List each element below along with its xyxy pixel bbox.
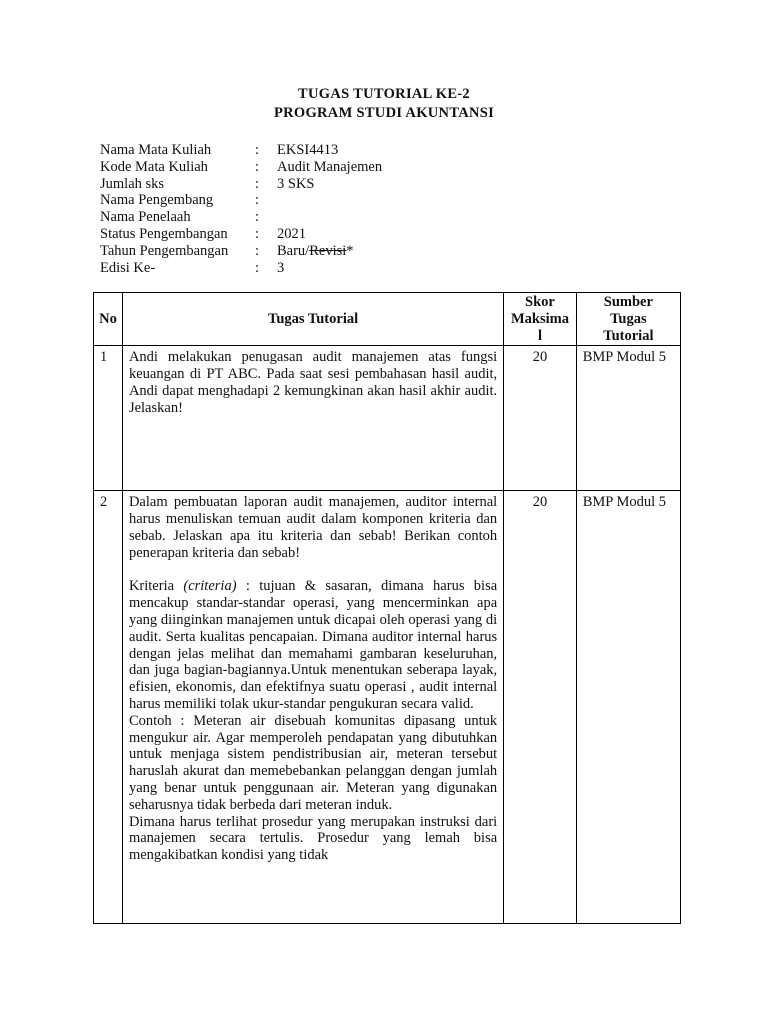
header-skor-line: Maksima [510, 310, 569, 327]
task-cell [122, 491, 503, 924]
info-label: Tahun Pengembangan [100, 242, 229, 259]
info-value: 3 [277, 259, 285, 276]
task-source: BMP Modul 5 [576, 346, 680, 491]
info-value: EKSI4413 [277, 142, 339, 158]
task-source: BMP Modul 5 [576, 491, 680, 924]
table-row [94, 491, 681, 924]
task-cell [122, 346, 503, 491]
info-value: Audit Manajemen [277, 158, 383, 175]
document-title: TUGAS TUTORIAL KE-2 [298, 86, 470, 102]
answer-procedure: Dimana harus terlihat prosedur yang merupakan instruksi dari manajemen secara tertulis. Prosedur yang lemah bisa mengakibatkan kondisi yang tidak [128, 813, 498, 864]
task-question: Andi melakukan penugasan audit manajemen atas fungsi keuangan di PT ABC. Pada saat sesi pembahasan hasil audit, Andi dapat menghadapi 2 kemungkinan akan hasil akhir audit. Jelaskan! [128, 349, 498, 416]
row-number: 2 [94, 491, 123, 924]
info-label: Nama Mata Kuliah [100, 142, 212, 158]
info-colon: : [255, 209, 260, 226]
table-row [94, 346, 681, 491]
header-skor [504, 293, 577, 346]
info-colon: : [255, 192, 260, 209]
info-label: Nama Pengembang [100, 192, 214, 209]
task-question: Dalam pembuatan laporan audit manajemen, auditor internal harus menuliskan temuan audit dalam komponen kriteria dan sebab. Jelaskan apa itu kriteria dan sebab! Berikan contoh penerapan kriteria dan sebab! [128, 494, 498, 561]
info-row-edition [100, 260, 577, 277]
info-value [277, 243, 577, 260]
info-row-status [100, 226, 577, 243]
info-row-year [100, 243, 577, 260]
info-colon: : [255, 242, 260, 259]
tutorial-table [93, 292, 681, 924]
info-label: Kode Mata Kuliah [100, 158, 208, 175]
info-value: 2021 [277, 225, 306, 242]
info-value: 3 SKS [277, 175, 315, 192]
header-task: Tugas Tutorial [122, 293, 503, 346]
info-colon: : [255, 175, 260, 192]
info-row-developer [100, 192, 577, 209]
info-value [277, 192, 577, 209]
answer-lead-italic: (criteria) [183, 578, 237, 595]
info-row-reviewer [100, 209, 577, 226]
header-source-line: Tugas [610, 310, 647, 327]
info-row-sks [100, 176, 577, 193]
header-source [576, 293, 680, 346]
info-label: Status Pengembangan [100, 225, 228, 242]
header-skor-line: Skor [525, 294, 555, 310]
info-value [277, 209, 577, 226]
info-colon: : [255, 158, 260, 175]
answer-criteria [129, 578, 497, 712]
info-row-course-name [100, 142, 577, 159]
info-colon: : [255, 225, 260, 242]
max-score: 20 [504, 346, 577, 491]
row-number: 1 [94, 346, 123, 491]
answer-lead: Kriteria [128, 578, 184, 595]
course-info [100, 142, 577, 276]
header-skor-line: l [537, 327, 542, 344]
value-prefix: Baru/ [277, 242, 310, 259]
header-source-line: Tutorial [603, 327, 654, 344]
document-subtitle: PROGRAM STUDI AKUNTANSI [273, 105, 495, 121]
answer-example: Contoh : Meteran air disebuah komunitas dipasang untuk mengukur air. Agar memperoleh pendapatan yang dibutuhkan untuk menjaga sistem pendistribusian air, meteran tersebut haruslah akurat dan memebebankan pelanggan dengan jumlah yang benar untuk penggunaan air. Meteran yang digunakan seharusnya tidak berbeda dari meteran induk. [128, 712, 498, 813]
info-label: Jumlah sks [100, 175, 165, 192]
table-header-row [94, 293, 681, 346]
value-suffix: * [346, 242, 354, 259]
value-struck: Revisi [309, 242, 347, 259]
info-label: Edisi Ke- [100, 259, 156, 276]
header-source-line: Sumber [603, 294, 653, 310]
info-colon: : [255, 259, 260, 276]
answer-text: : tujuan & sasaran, dimana harus bisa mencakup standar-standar operasi, yang mencerminkan apa yang diinginkan manajemen untuk dicapai oleh operasi yang di audit. Serta kualitas pencapaian. Dimana auditor internal harus dengan jelas melihat dan memahami gambaran keseluruhan, dan juga bagian-bagiannya.Untuk menentukan seberapa layak, efisien, ekonomis, dan efektifnya suatu operasi , audit internal harus memiliki tolak ukur-standar pengukuran secara valid. [128, 578, 498, 712]
max-score: 20 [504, 491, 577, 924]
info-row-course-code [100, 159, 577, 176]
info-colon: : [255, 142, 260, 158]
header-no: No [94, 293, 123, 346]
info-label: Nama Penelaah [100, 209, 191, 226]
